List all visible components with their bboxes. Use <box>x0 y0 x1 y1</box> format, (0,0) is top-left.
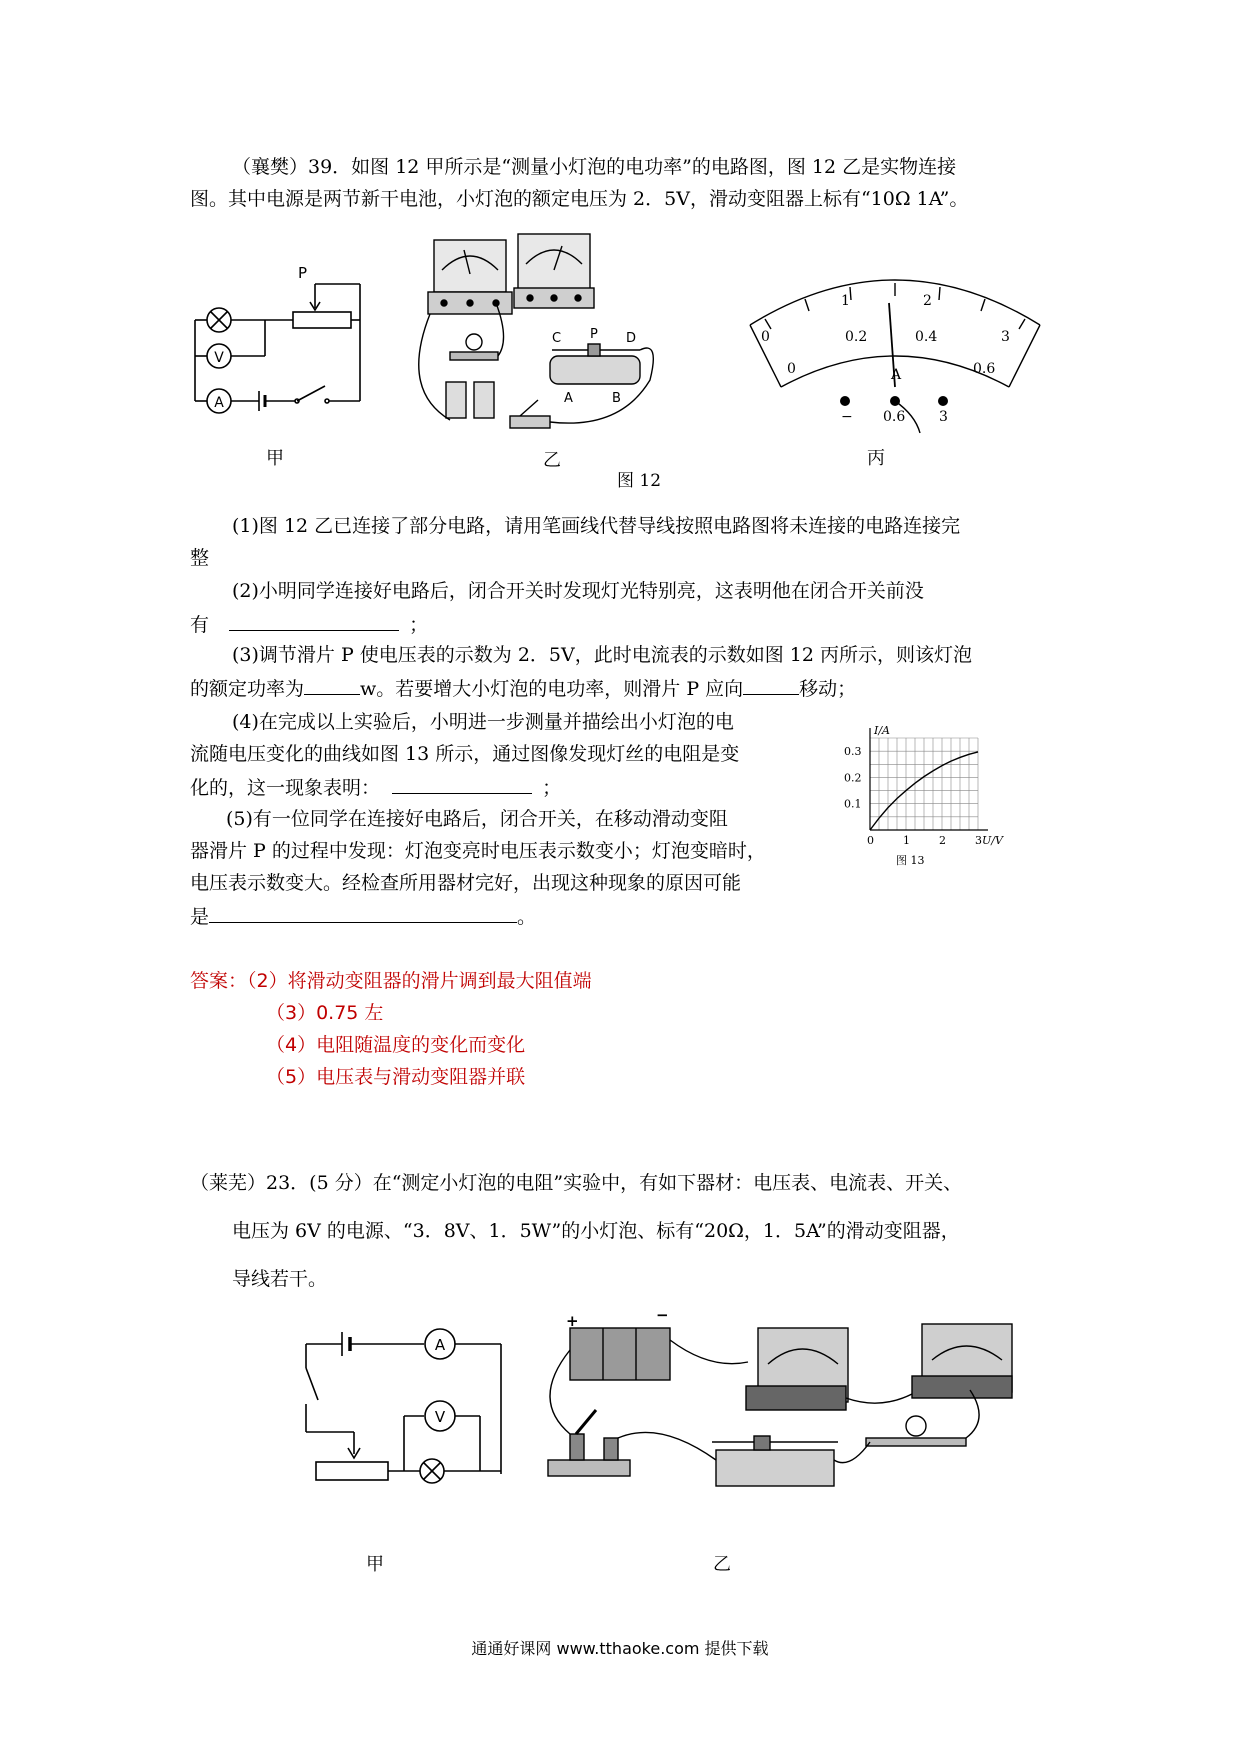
q39-q4-line1: (4)在完成以上实验后，小明进一步测量并描绘出小灯泡的电 <box>232 711 734 733</box>
fig13-iv-chart <box>836 722 1036 882</box>
q23-line3: 导线若干。 <box>232 1268 328 1290</box>
y-axis-label: I/A <box>874 724 890 737</box>
answer-line-3: （4）电阻随温度的变化而变化 <box>266 1034 526 1056</box>
q39-q2-line1: (2)小明同学连接好电路后，闭合开关时发现灯光特别亮，这表明他在闭合开关前没 <box>232 580 924 602</box>
terminal-a: A <box>564 391 573 406</box>
q39-intro-line2: 图。其中电源是两节新干电池，小灯泡的额定电压为 2．5V，滑动变阻器上标有“10Ω 1A”。 <box>190 188 969 210</box>
voltmeter-label: V <box>214 350 224 366</box>
fig12-jia-circuit <box>185 264 365 418</box>
chart-title: 图 13 <box>896 854 925 867</box>
q3-text-c: 移动； <box>799 678 857 700</box>
q2-suffix: ； <box>409 614 429 636</box>
fig12-yi-apparatus <box>420 230 670 440</box>
q39-q1-line1: (1)图 12 乙已连接了部分电路，请用笔画线代替导线按照电路图将未连接的电路连接完 <box>232 515 961 537</box>
battery-plus: + <box>566 1312 579 1330</box>
ammeter-label: A <box>214 395 224 411</box>
y-tick-label: 0.1 <box>844 797 862 811</box>
battery-minus: − <box>656 1306 669 1324</box>
meter-outer-0: 0 <box>761 329 770 345</box>
y-tick-label: 0.3 <box>844 745 862 759</box>
fig12-caption-bing: 丙 <box>867 448 885 469</box>
meter-terminal-06: 0.6 <box>883 409 906 425</box>
meter-inner-0: 0 <box>787 361 796 377</box>
meter-outer-1: 1 <box>841 293 850 309</box>
q39-q5-line3: 电压表示数变大。经检查所用器材完好，出现这种现象的原因可能 <box>190 872 742 894</box>
terminal-b: B <box>612 391 621 406</box>
q3-text-b: w。若要增大小灯泡的电功率，则滑片 P 应向 <box>360 678 744 700</box>
q39-q5-line1: (5)有一位同学在连接好电路后，闭合开关，在移动滑动变阻 <box>226 808 728 830</box>
x-tick-label: 1 <box>903 834 910 847</box>
q4-answer-blank[interactable] <box>392 775 532 794</box>
q2-prefix: 有 <box>190 614 210 636</box>
q39-q2-line2 <box>190 612 428 636</box>
q23-caption-jia: 甲 <box>366 1554 384 1575</box>
q3-direction-blank[interactable] <box>743 676 799 695</box>
meter-terminal-3: 3 <box>939 409 948 425</box>
q5-prefix: 是 <box>190 906 210 928</box>
meter-outer-2: 2 <box>923 293 932 309</box>
q39-q1-line2: 整 <box>190 547 210 569</box>
fig12-caption-yi: 乙 <box>543 450 561 471</box>
q39-q3-line1: (3)调节滑片 P 使电压表的示数为 2．5V，此时电流表的示数如图 12 丙所示，则该灯泡 <box>232 644 972 666</box>
y-tick-label: 0.2 <box>844 771 862 785</box>
x-tick-label: 2 <box>939 834 946 847</box>
meter-outer-3: 3 <box>1001 329 1010 345</box>
q5-answer-blank[interactable] <box>209 904 517 923</box>
x-axis-label: U/V <box>982 834 1003 847</box>
meter-inner-06: 0.6 <box>973 361 996 377</box>
q39-q5-line2: 器滑片 P 的过程中发现：灯泡变亮时电压表示数变小；灯泡变暗时， <box>190 840 766 862</box>
q23-line2: 电压为 6V 的电源、“3．8V、1．5W”的小灯泡、标有“20Ω，1．5A”的滑动变阻器， <box>232 1220 960 1242</box>
answer-line-2: （3）0.75 左 <box>266 1002 384 1024</box>
terminal-d: D <box>626 331 637 346</box>
answer-line-4: （5）电压表与滑动变阻器并联 <box>266 1066 526 1088</box>
q3-text-a: 的额定功率为 <box>190 678 305 700</box>
meter-terminal-minus: − <box>841 409 853 425</box>
meter-inner-04: 0.4 <box>915 329 938 345</box>
terminal-p: P <box>590 327 598 342</box>
meter-inner-02: 0.2 <box>845 329 868 345</box>
q5-suffix: 。 <box>517 906 537 928</box>
q39-q5-line4 <box>190 904 536 928</box>
q23-jia-circuit <box>296 1320 516 1500</box>
q23-yi-apparatus <box>540 1306 1010 1530</box>
x-tick-label: 0 <box>867 834 874 847</box>
answer-line-1: 答案：（2）将滑动变阻器的滑片调到最大阻值端 <box>190 970 592 992</box>
x-tick-label: 3 <box>975 834 982 847</box>
page-footer: 通通好课网 www.tthaoke.com 提供下载 <box>471 1639 769 1658</box>
q4-suffix: ； <box>542 777 562 799</box>
q23-voltmeter-label: V <box>434 1408 446 1426</box>
fig12-bing-meter <box>745 275 1045 435</box>
q23-line1: （莱芜）23．(5 分）在“测定小灯泡的电阻”实验中，有如下器材：电压表、电流表、开关、 <box>190 1172 963 1194</box>
q3-power-blank[interactable] <box>304 676 360 695</box>
q23-ammeter-label: A <box>434 1336 446 1354</box>
q39-q3-line2 <box>190 676 856 700</box>
q4-prefix: 化的，这一现象表明： <box>190 777 381 799</box>
slider-label: P <box>298 264 308 282</box>
q39-q4-line2: 流随电压变化的曲线如图 13 所示，通过图像发现灯丝的电阻是变 <box>190 743 740 765</box>
q2-answer-blank[interactable] <box>229 612 399 631</box>
terminal-c: C <box>552 331 562 346</box>
q23-caption-yi: 乙 <box>713 1554 731 1575</box>
q39-q4-line3 <box>190 775 561 799</box>
meter-unit: A <box>891 367 902 383</box>
fig12-label: 图 12 <box>617 471 662 491</box>
fig12-caption-jia: 甲 <box>266 448 284 469</box>
q39-intro-line1: （襄樊）39．如图 12 甲所示是“测量小灯泡的电功率”的电路图，图 12 乙是实物连接 <box>232 156 957 178</box>
